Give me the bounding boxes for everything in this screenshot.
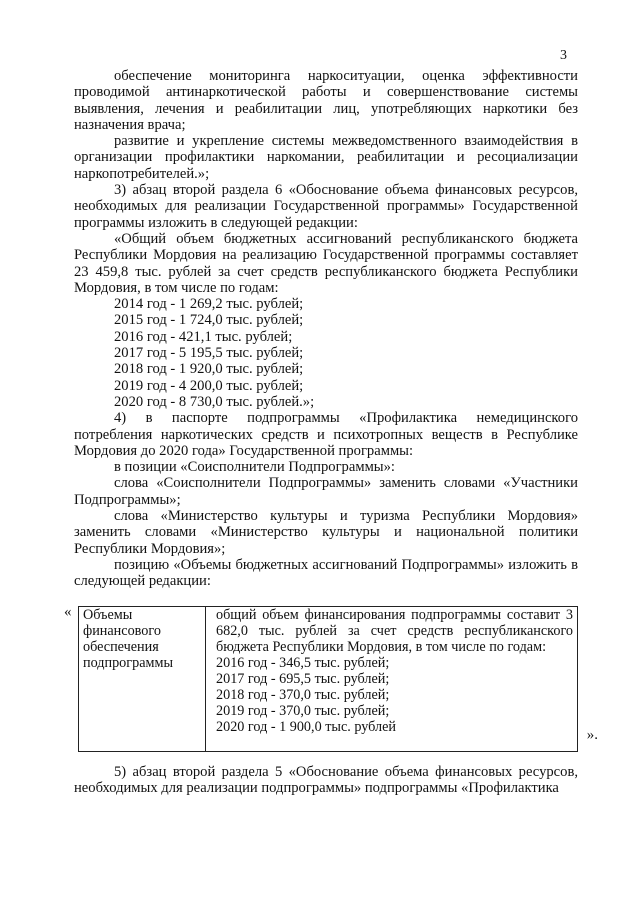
year-line: 2018 год - 1 920,0 тыс. рублей; <box>114 361 304 378</box>
paragraphs-mid <box>74 410 578 589</box>
paragraph: слова «Министерство культуры и туризма Республики Мордовия» заменить словами «Министерство культуры и национальной политики Республики Мордовия»; <box>74 508 578 557</box>
table-cell-label <box>79 606 206 751</box>
table-cell-value <box>206 606 578 751</box>
cell-line: Объемы <box>83 606 133 623</box>
paragraphs-top <box>74 68 578 296</box>
cell-year-line: 2019 год - 370,0 тыс. рублей; <box>216 702 390 719</box>
paragraph: 4) в паспорте подпрограммы «Профилактика немедицинского потребления наркотических средств и психотропных веществ в Республике Мордовия до 2020 года» Государственной программы: <box>74 410 578 459</box>
cell-line: подпрограммы <box>83 654 173 671</box>
document-body <box>64 68 598 796</box>
year-line: 2016 год - 421,1 тыс. рублей; <box>114 328 293 345</box>
paragraph: позицию «Объемы бюджетных ассигнований Подпрограммы» изложить в следующей редакции: <box>74 556 578 590</box>
year-line: 2017 год - 5 195,5 тыс. рублей; <box>114 345 304 362</box>
year-list <box>74 296 578 410</box>
cell-line: финансового <box>83 622 161 639</box>
paragraph: «Общий объем бюджетных ассигнований республиканского бюджета Республики Мордовия на реализацию Государственной программы составляет 23 459,8 тыс. рублей за счет средств республиканского бюджета Республики Мордовия, в том числе по годам: <box>74 230 578 296</box>
cell-intro: общий объем финансирования подпрограммы составит 3 682,0 тыс. рублей за счет средств республиканского бюджета Республики Мордовия, в том числе по годам: <box>216 606 573 655</box>
page-number: 3 <box>560 48 567 63</box>
financing-table-block <box>64 602 598 750</box>
cell-spacer <box>216 735 573 751</box>
opening-quote: « <box>64 603 72 620</box>
paragraph: развитие и укрепление системы межведомственного взаимодействия в организации профилактики наркомании, реабилитации и ресоциализации наркопотребителей.»; <box>74 133 578 182</box>
table-row <box>79 606 578 751</box>
cell-year-line: 2020 год - 1 900,0 тыс. рублей <box>216 718 396 735</box>
paragraph: 5) абзац второй раздела 5 «Обоснование объема финансовых ресурсов, необходимых для реализации подпрограммы» подпрограммы «Профилактика <box>74 763 578 796</box>
year-line: 2015 год - 1 724,0 тыс. рублей; <box>114 312 304 329</box>
year-line: 2014 год - 1 269,2 тыс. рублей; <box>114 296 304 313</box>
cell-year-line: 2017 год - 695,5 тыс. рублей; <box>216 670 390 687</box>
year-line: 2020 год - 8 730,0 тыс. рублей.»; <box>114 393 315 410</box>
paragraphs-bottom <box>74 764 578 797</box>
cell-year-line: 2018 год - 370,0 тыс. рублей; <box>216 686 390 703</box>
cell-line: обеспечения <box>83 638 159 655</box>
paragraph: в позиции «Соисполнители Подпрограммы»: <box>114 459 395 476</box>
paragraph: 3) абзац второй раздела 6 «Обоснование объема финансовых ресурсов, необходимых для реализации Государственной программы» Государственной программы изложить в следующей редакции: <box>74 182 578 231</box>
paragraph: слова «Соисполнители Подпрограммы» заменить словами «Участники Подпрограммы»; <box>74 475 578 508</box>
paragraph: обеспечение мониторинга наркоситуации, оценка эффективности проводимой антинаркотической работы и совершенствование системы выявления, лечения и реабилитации лиц, употребляющих наркотики без назначения врача; <box>74 68 578 133</box>
financing-table <box>78 606 578 752</box>
closing-quote: ». <box>586 727 598 744</box>
year-line: 2019 год - 4 200,0 тыс. рублей; <box>114 377 304 394</box>
cell-year-line: 2016 год - 346,5 тыс. рублей; <box>216 654 390 671</box>
